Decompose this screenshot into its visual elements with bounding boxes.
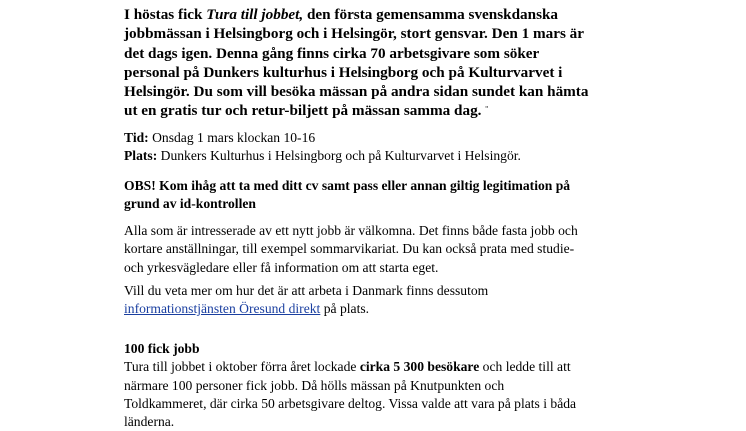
lead-line-4: personal på Dunkers kulturhus i Helsingborg och på Kulturvarvet i [124, 63, 563, 81]
lead-line-3: det dags igen. Denna gång finns cirka 70 arbetsgivare som söker [124, 44, 540, 62]
results-section [124, 340, 724, 431]
lead-line-2: jobbmässan i Helsingborg och i Helsingör, stort gensvar. Den 1 mars är [124, 25, 584, 43]
welcome-line-3: och yrkesvägledare eller få information om att starta eget. [124, 259, 439, 275]
welcome-line-1: Alla som är intresserade av ett nytt jobb är välkomna. Det finns både fasta jobb och [124, 223, 578, 238]
section-line-1: Tura till jobbet i oktober förra året lockade cirka 5 300 besökare och ledde till att [124, 359, 571, 375]
info-line-1: Vill du veta mer om hur det är att arbeta i Danmark finns dessutom [124, 283, 489, 298]
time-value: Onsdag 1 mars klockan 10-16 [148, 130, 316, 145]
event-details [124, 129, 724, 166]
obs-line-1: OBS! Kom ihåg att ta med ditt cv samt pass eller annan giltig legitimation på [124, 178, 571, 193]
event-place [124, 147, 724, 165]
oresund-direkt-link[interactable]: informationstjänsten Öresund direkt [124, 301, 321, 317]
section-line-3: Toldkammeret, där cirka 50 arbetsgivare deltog. Vissa valde att vara på plats i båda [124, 395, 577, 411]
info-line-2: informationstjänsten Öresund direkt på plats. [124, 301, 370, 317]
event-time [124, 129, 724, 147]
section-heading: 100 fick jobb [124, 341, 200, 356]
lead-paragraph [124, 5, 724, 121]
lead-line-6: ut en gratis tur och retur-biljett på mässan samma dag. ¨ [124, 102, 489, 120]
lead-line-5: Helsingör. Du som vill besöka mässan på andra sidan sundet kan hämta [124, 83, 589, 101]
obs-notice [124, 177, 724, 214]
event-title: Tura till jobbet, [206, 6, 304, 23]
place-label: Plats: [124, 148, 158, 164]
welcome-line-2: kortare anställningar, till exempel sommarvikariat. Du kan också prata med studie- [124, 241, 575, 257]
visitor-count: cirka 5 300 besökare [359, 359, 480, 375]
stray-mark: ¨ [485, 105, 489, 116]
place-value: Dunkers Kulturhus i Helsingborg och på Kulturvarvet i Helsingör. [157, 148, 521, 164]
lead-line-1: I höstas fick Tura till jobbet, den första gemensamma svenskdanska [124, 6, 559, 23]
info-paragraph [124, 282, 724, 319]
section-line-2: närmare 100 personer fick jobb. Då hölls mässan på Knutpunkten och [124, 377, 505, 393]
welcome-paragraph [124, 222, 724, 277]
time-label: Tid: [124, 130, 149, 145]
section-line-4: länderna. [124, 414, 175, 430]
obs-line-2: grund av id-kontrollen [124, 196, 256, 212]
